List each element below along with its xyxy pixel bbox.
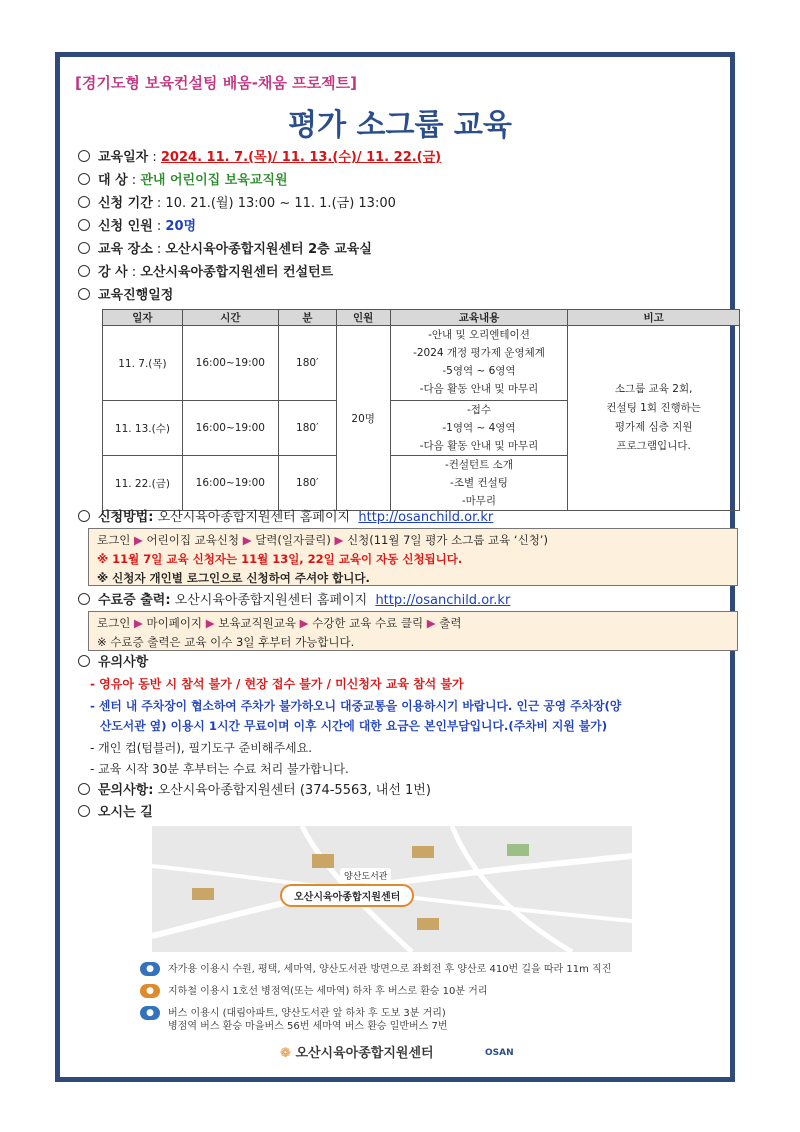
info-schedule-label: 교육진행일정: [78, 286, 173, 306]
caution-label: 유의사항: [78, 653, 148, 673]
place-value: 오산시육아종합지원센터 2층 교육실: [165, 242, 372, 257]
circle-bullet-icon: [78, 196, 90, 208]
circle-bullet-icon: [78, 219, 90, 231]
triangle-right-icon: ▶: [133, 533, 143, 547]
date-cell: 11. 13.(수): [103, 401, 183, 456]
apply-steps-box: [88, 528, 738, 586]
minutes-cell: 180′: [278, 456, 336, 511]
content-line: -5영역 ~ 6영역: [442, 365, 516, 377]
info-place: 교육 장소 : 오산시육아종합지원센터 2층 교육실: [78, 240, 372, 260]
lecturer-value: 오산시육아종합지원센터 컨설턴트: [140, 265, 334, 280]
triangle-right-icon: ▶: [334, 533, 344, 547]
homepage-link[interactable]: http://osanchild.or.kr: [358, 510, 494, 525]
circle-bullet-icon: [78, 510, 90, 522]
circle-bullet-icon: [78, 655, 90, 667]
circle-bullet-icon: [78, 593, 90, 605]
content-cell: [390, 401, 568, 456]
remark-cell: [568, 326, 740, 511]
remark-line: 소그룹 교육 2회,: [614, 383, 693, 395]
triangle-right-icon: ▶: [299, 616, 309, 630]
cert-steps: 로그인 ▶ 마이페이지 ▶ 보육교직원교육 ▶ 수강한 교육 수료 클릭 ▶ 출력: [97, 616, 462, 630]
homepage-link[interactable]: http://osanchild.or.kr: [375, 593, 511, 608]
circle-bullet-icon: [78, 265, 90, 277]
content-line: -안내 및 오리엔테이션: [428, 329, 530, 341]
col-header: 시간: [182, 310, 278, 326]
directions-car: ● 자가용 이용시 수원, 평택, 세마역, 양산도서관 방면으로 좌회전 후 양산로 410번 길을 따라 11m 직진: [140, 960, 611, 976]
apply-note-auto: ※ 11월 7일 교육 신청자는 11월 13일, 22일 교육이 자동 신청됩니다.: [97, 552, 463, 566]
schedule-table: [102, 309, 740, 511]
people-cell: 20명: [336, 326, 390, 511]
caution-item: - 영유아 동반 시 참석 불가 / 현장 접수 불가 / 미신청자 교육 참석 불가: [90, 677, 464, 691]
date-value: 2024. 11. 7.(목)/ 11. 13.(수)/ 11. 22.(금): [160, 150, 442, 165]
contact: 문의사항: 오산시육아종합지원센터 (374-5563, 내선 1번): [78, 781, 431, 801]
page-title: 평가 소그룹 교육: [288, 108, 512, 143]
content-line: -다음 활동 안내 및 마무리: [419, 440, 539, 452]
triangle-right-icon: ▶: [426, 616, 436, 630]
table-row: [103, 326, 740, 401]
time-cell: 16:00~19:00: [182, 401, 278, 456]
circle-bullet-icon: [78, 150, 90, 162]
apply-steps: 로그인 ▶ 어린이집 교육신청 ▶ 달력(일자클릭) ▶ 신청(11월 7일 평가 소그룹 교육 ‘신청’): [97, 533, 548, 547]
date-cell: 11. 22.(금): [103, 456, 183, 511]
content-line: -접수: [466, 404, 492, 416]
period-value: 10. 21.(월) 13:00 ~ 11. 1.(금) 13:00: [165, 196, 396, 211]
location-map[interactable]: [152, 826, 632, 952]
time-cell: 16:00~19:00: [182, 326, 278, 401]
project-label: [경기도형 보육컨설팅 배움-채움 프로젝트]: [75, 74, 357, 92]
count-value: 20명: [165, 219, 197, 234]
triangle-right-icon: ▶: [205, 616, 215, 630]
info-period: 신청 기간 : 10. 21.(월) 13:00 ~ 11. 1.(금) 13:00: [78, 194, 396, 214]
center-logo-icon: ❁: [280, 1046, 291, 1061]
date-cell: 11. 7.(목): [103, 326, 183, 401]
circle-bullet-icon: [78, 288, 90, 300]
col-header: 분: [278, 310, 336, 326]
caution-item: 산도서관 옆) 이용시 1시간 무료이며 이후 시간에 대한 요금은 본인부담입니다.(주차비 지원 불가): [100, 719, 608, 733]
content-line: -다음 활동 안내 및 마무리: [419, 383, 539, 395]
triangle-right-icon: ▶: [242, 533, 252, 547]
remark-line: 평가제 심층 지원: [614, 421, 693, 433]
remark-line: 프로그램입니다.: [616, 440, 691, 452]
map-center-label: 오산시육아종합지원센터: [294, 892, 401, 903]
map-center-marker: [280, 884, 414, 907]
circle-bullet-icon: [78, 173, 90, 185]
osan-city-logo: OSAN: [485, 1048, 514, 1058]
info-lecturer: 강 사 : 오산시육아종합지원센터 컨설턴트: [78, 263, 333, 283]
info-count: 신청 인원 : 20명: [78, 217, 196, 237]
content-cell: [390, 456, 568, 511]
footer-org: ❁ 오산시육아종합지원센터: [280, 1046, 434, 1061]
content-cell: [390, 326, 568, 401]
content-line: -조별 컨설팅: [450, 477, 508, 489]
col-header: 인원: [336, 310, 390, 326]
directions-bus-transfer: 병점역 버스 환승 마을버스 56번 세마역 버스 환승 일반버스 7번: [168, 1021, 448, 1032]
minutes-cell: 180′: [278, 326, 336, 401]
remark-line: 컨설팅 1회 진행하는: [606, 402, 701, 414]
subway-icon: ●: [140, 984, 160, 998]
cert-note: ※ 수료증 출력은 교육 이수 3일 후부터 가능합니다.: [97, 635, 355, 649]
apply-method: 신청방법: 오산시육아종합지원센터 홈페이지 http://osanchild.or.kr: [78, 508, 493, 528]
info-date: 교육일자 : 2024. 11. 7.(목)/ 11. 13.(수)/ 11. 22.(금): [78, 148, 441, 168]
triangle-right-icon: ▶: [133, 616, 143, 630]
directions-label: 오시는 길: [78, 803, 153, 823]
circle-bullet-icon: [78, 783, 90, 795]
minutes-cell: 180′: [278, 401, 336, 456]
directions-bus: ● 버스 이용시 (대림아파트, 양산도서관 앞 하차 후 도보 3분 거리): [140, 1004, 446, 1020]
bus-icon: ●: [140, 1006, 160, 1020]
content-line: -1영역 ~ 4영역: [442, 422, 516, 434]
content-line: -컨설턴트 소개: [444, 459, 513, 471]
time-cell: 16:00~19:00: [182, 456, 278, 511]
table-header-row: [103, 310, 740, 326]
map-library-label: 양산도서관: [340, 868, 391, 883]
caution-item: - 센터 내 주차장이 협소하여 주차가 불가하오니 대중교통을 이용하시기 바랍니다. 인근 공영 주차장(양: [90, 699, 622, 713]
cert-steps-box: [88, 611, 738, 651]
circle-bullet-icon: [78, 805, 90, 817]
info-target: 대 상 : 관내 어린이집 보육교직원: [78, 171, 288, 191]
col-header: 비고: [568, 310, 740, 326]
apply-note-login: ※ 신청자 개인별 로그인으로 신청하여 주셔야 합니다.: [97, 571, 370, 585]
caution-item: - 교육 시작 30분 후부터는 수료 처리 불가합니다.: [90, 762, 349, 776]
caution-item: - 개인 컵(텀블러), 필기도구 준비해주세요.: [90, 741, 313, 755]
content-line: -2024 개정 평가제 운영체계: [413, 347, 545, 359]
col-header: 일자: [103, 310, 183, 326]
directions-subway: ● 지하철 이용시 1호선 병점역(또는 세마역) 하차 후 버스로 환승 10분 거리: [140, 982, 488, 998]
content-line: -마무리: [461, 495, 497, 507]
cert-print: 수료증 출력: 오산시육아종합지원센터 홈페이지 http://osanchild.or.kr: [78, 591, 510, 611]
circle-bullet-icon: [78, 242, 90, 254]
col-header: 교육내용: [390, 310, 568, 326]
target-value: 관내 어린이집 보육교직원: [140, 173, 288, 188]
car-icon: ●: [140, 962, 160, 976]
